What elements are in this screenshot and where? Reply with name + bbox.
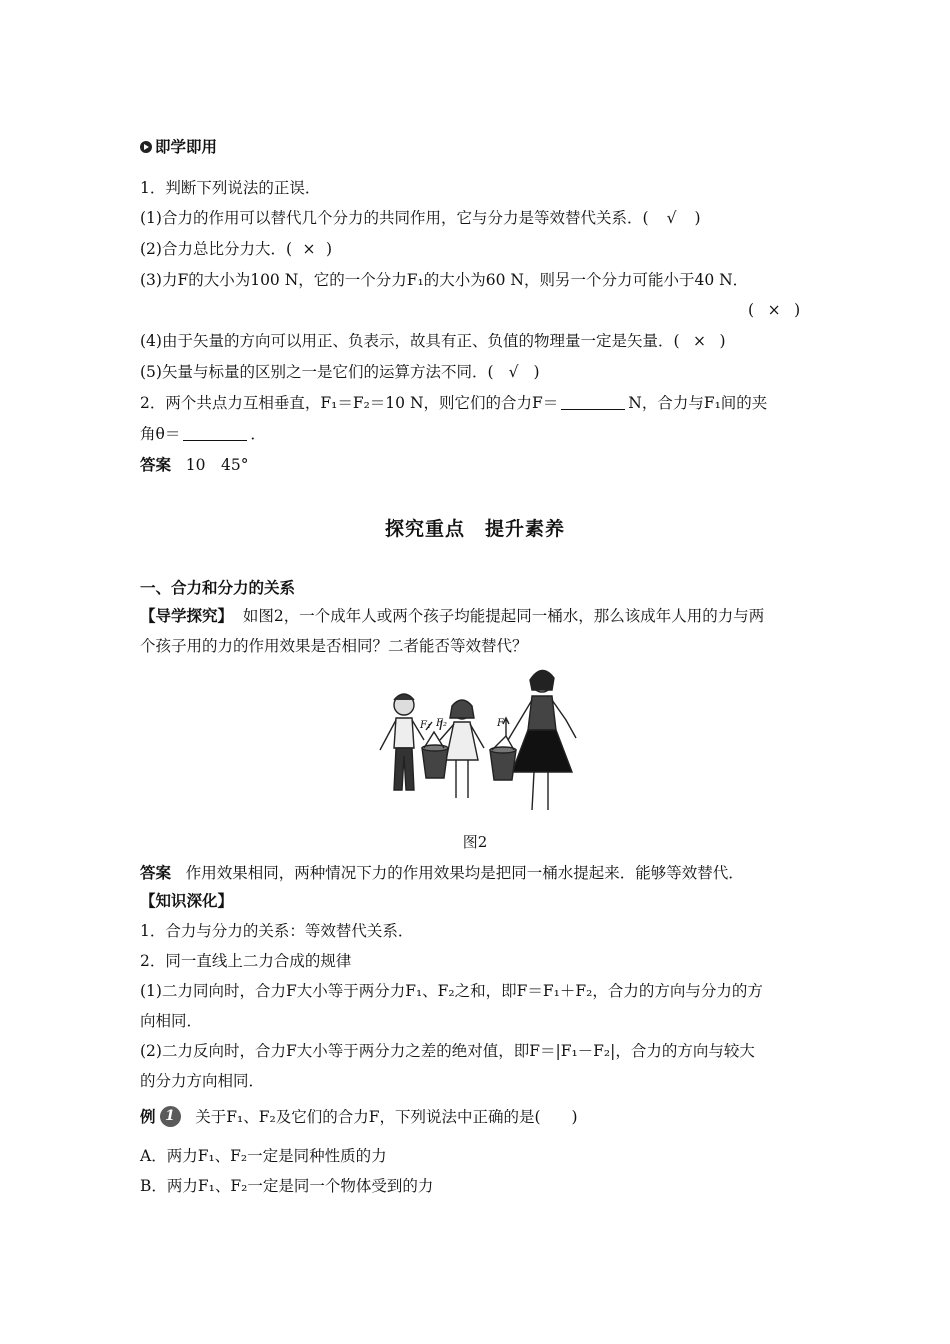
- question-2-cont: 角θ＝ ．: [140, 425, 266, 443]
- play-circle-icon: [140, 141, 152, 153]
- rule-1-cont: 向相同．: [140, 1012, 203, 1030]
- label-f1: F₁: [420, 720, 431, 731]
- label-f2: F₂: [436, 718, 447, 729]
- statement-3: (3)力F的大小为100 N，它的一个分力F₁的大小为60 N，则另一个分力可能小于40 N．: [140, 271, 749, 289]
- rule-1: (1)二力同向时，合力F大小等于两分力F₁、F₂之和，即F＝F₁＋F₂，合力的方向与分力的方: [140, 982, 763, 1000]
- section-heading: 即学即用: [140, 137, 217, 157]
- statement-3-mark: ( × ): [748, 301, 801, 319]
- statement-2: (2)合力总比分力大．( × ): [140, 240, 333, 258]
- rule-2: (2)二力反向时，合力F大小等于两分力之差的绝对值，即F＝|F₁－F₂|，合力的方向与较大: [140, 1042, 755, 1060]
- knowledge-2: 2．同一直线上二力合成的规律: [140, 952, 352, 970]
- answer-blank: [561, 395, 625, 410]
- answer-2: 答案 作用效果相同，两种情况下力的作用效果均是把同一桶水提起来．能够等效替代．: [140, 864, 744, 882]
- statement-4: (4)由于矢量的方向可以用正、负表示，故具有正、负值的物理量一定是矢量．( × ): [140, 332, 726, 350]
- subsection-heading: 一、合力和分力的关系: [140, 579, 296, 597]
- option-a: A．两力F₁、F₂一定是同种性质的力: [140, 1147, 387, 1165]
- statement-5: (5)矢量与标量的区别之一是它们的运算方法不同．( √ ): [140, 363, 540, 381]
- question-2: 2．两个共点力互相垂直，F₁＝F₂＝10 N，则它们的合力F＝ N，合力与F₁间的夹: [140, 394, 768, 412]
- knowledge-1: 1．合力与分力的关系：等效替代关系．: [140, 922, 414, 940]
- figure-people-lifting-buckets: [366, 660, 586, 820]
- guide-question-cont: 个孩子用的力的作用效果是否相同？二者能否等效替代？: [140, 637, 528, 655]
- answer-mark: √: [666, 209, 677, 227]
- answer-mark: ×: [767, 301, 781, 319]
- answer-blank: [183, 426, 247, 441]
- guide-question: 【导学探究】 如图2，一个成年人或两个孩子均能提起同一桶水，那么该成年人用的力与两: [140, 607, 765, 625]
- knowledge-heading: 【知识深化】: [140, 892, 234, 910]
- example-1: 例 1 关于F₁、F₂及它们的合力F，下列说法中正确的是( ): [140, 1108, 578, 1126]
- answer-mark: ×: [693, 332, 707, 350]
- label-f: F: [497, 718, 504, 729]
- answer-1: 答案 10 45°: [140, 456, 249, 474]
- figure-caption: 图2: [462, 833, 488, 851]
- option-b: B．两力F₁、F₂一定是同一个物体受到的力: [140, 1177, 434, 1195]
- answer-mark: √: [508, 363, 519, 381]
- question-1-intro: 1．判断下列说法的正误．: [140, 179, 321, 197]
- answer-mark: ×: [302, 240, 316, 258]
- rule-2-cont: 的分力方向相同．: [140, 1072, 265, 1090]
- example-label: 例: [140, 1108, 156, 1126]
- example-number-badge: 1: [160, 1106, 181, 1127]
- section-title: 探究重点 提升素养: [384, 518, 565, 540]
- statement-1: (1)合力的作用可以替代几个分力的共同作用，它与分力是等效替代关系．( √ ): [140, 209, 701, 227]
